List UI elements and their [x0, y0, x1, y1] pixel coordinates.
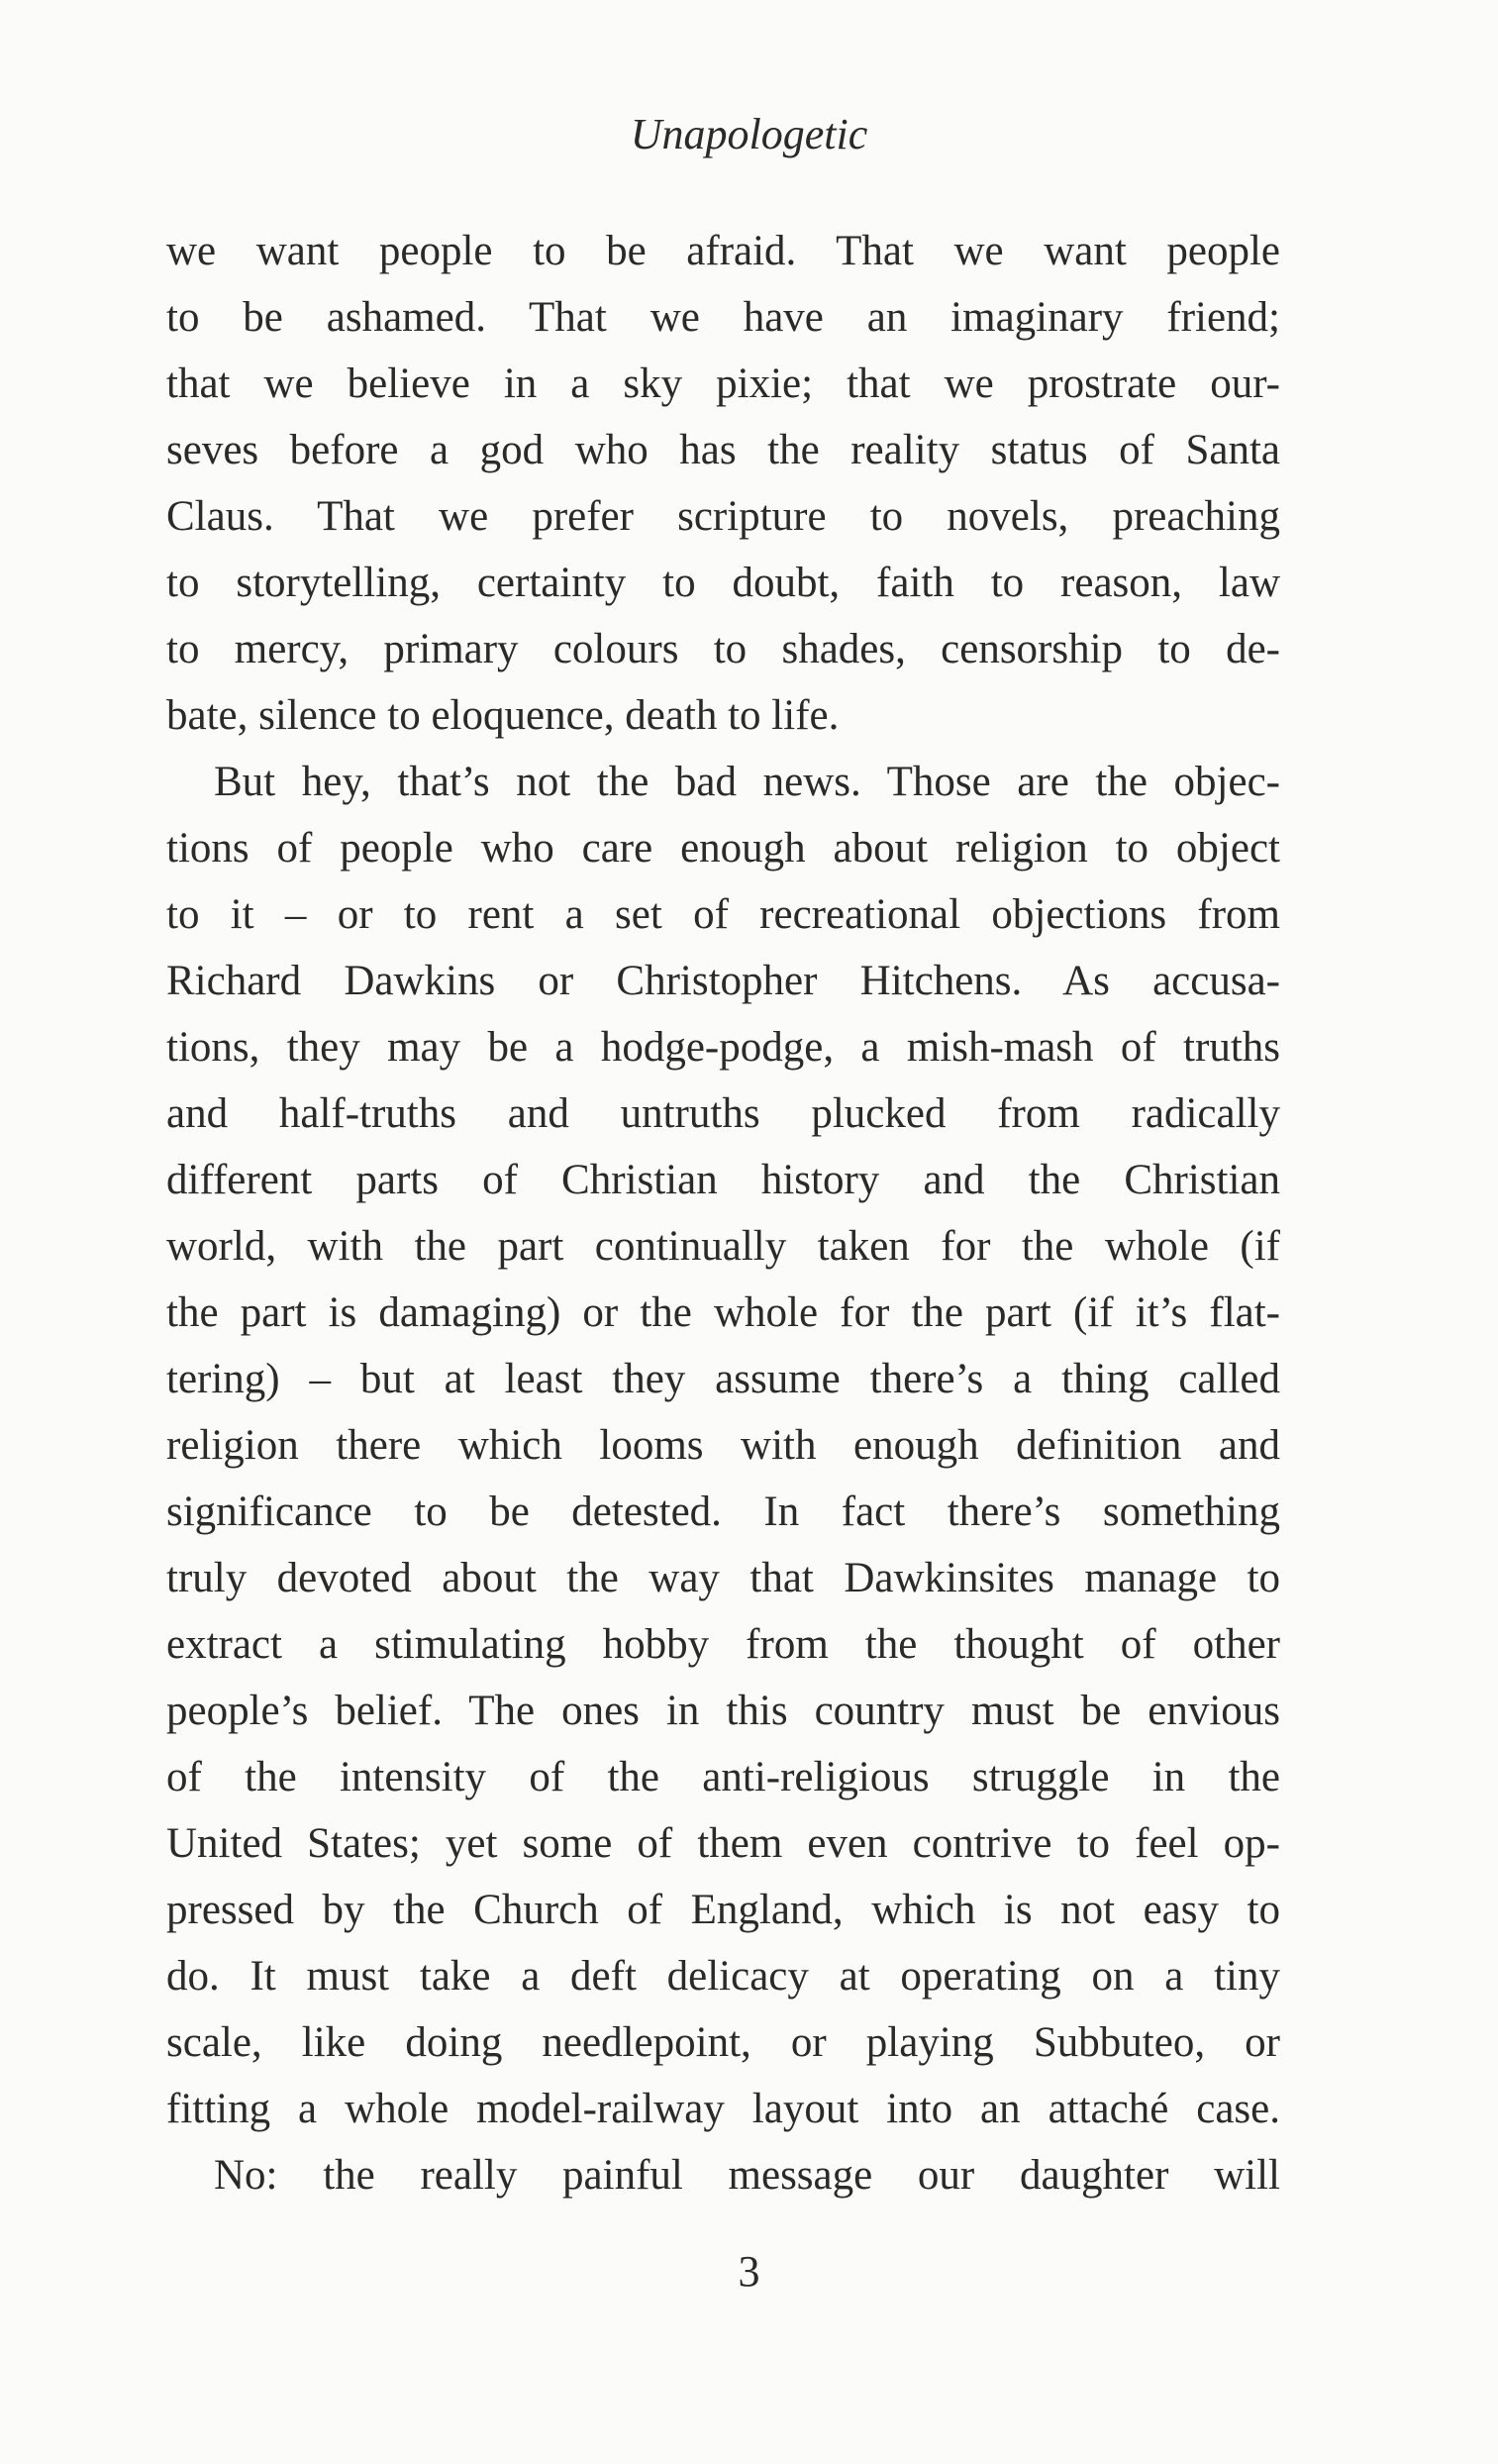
text-line: No: the really painful message our daughter will	[214, 2152, 1280, 2199]
text-line: that we believe in a sky pixie; that we prostrate our-	[166, 360, 1280, 407]
text-line: significance to be detested. In fact there’s something	[166, 1489, 1280, 1535]
text-line: religion there which looms with enough definition and	[166, 1422, 1280, 1469]
body-text	[166, 218, 1280, 2208]
text-line: do. It must take a deft delicacy at operating on a tiny	[166, 1953, 1280, 2000]
text-line: Claus. That we prefer scripture to novels, preaching	[166, 493, 1280, 540]
text-line: to mercy, primary colours to shades, censorship to de-	[166, 626, 1280, 672]
text-line: scale, like doing needlepoint, or playing Subbuteo, or	[166, 2019, 1280, 2066]
text-line: United States; yet some of them even contrive to feel op-	[166, 1820, 1280, 1867]
text-line: pressed by the Church of England, which is not easy to	[166, 1887, 1280, 1933]
text-line: the part is damaging) or the whole for the part (if it’s flat-	[166, 1289, 1280, 1336]
page-number: 3	[738, 2247, 760, 2296]
text-line: Richard Dawkins or Christopher Hitchens. As accusa-	[166, 958, 1280, 1004]
text-line: to be ashamed. That we have an imaginary friend;	[166, 294, 1280, 341]
text-line: to storytelling, certainty to doubt, faith to reason, law	[166, 560, 1280, 606]
text-line: different parts of Christian history and the Christian	[166, 1157, 1280, 1203]
text-line: seves before a god who has the reality status of Santa	[166, 427, 1280, 473]
text-line: tions of people who care enough about religion to object	[166, 825, 1280, 872]
text-line: and half-truths and untruths plucked from radically	[166, 1090, 1280, 1137]
text-line: fitting a whole model-railway layout into an attaché case.	[166, 2086, 1280, 2132]
text-line: extract a stimulating hobby from the thought of other	[166, 1621, 1280, 1668]
text-line: tions, they may be a hodge-podge, a mish-mash of truths	[166, 1024, 1280, 1071]
text-line: truly devoted about the way that Dawkinsites manage to	[166, 1555, 1280, 1601]
text-line: of the intensity of the anti-religious struggle in the	[166, 1754, 1280, 1800]
text-line: tering) – but at least they assume there’s a thing called	[166, 1356, 1280, 1402]
running-head: Unapologetic	[630, 110, 868, 158]
text-line: to it – or to rent a set of recreational objections from	[166, 891, 1280, 938]
text-line: bate, silence to eloquence, death to life.	[166, 692, 840, 739]
text-line: world, with the part continually taken for the whole (if	[166, 1223, 1280, 1270]
text-line: people’s belief. The ones in this country must be envious	[166, 1688, 1280, 1734]
text-line: we want people to be afraid. That we want people	[166, 228, 1280, 274]
text-line: But hey, that’s not the bad news. Those are the objec-	[214, 759, 1280, 805]
